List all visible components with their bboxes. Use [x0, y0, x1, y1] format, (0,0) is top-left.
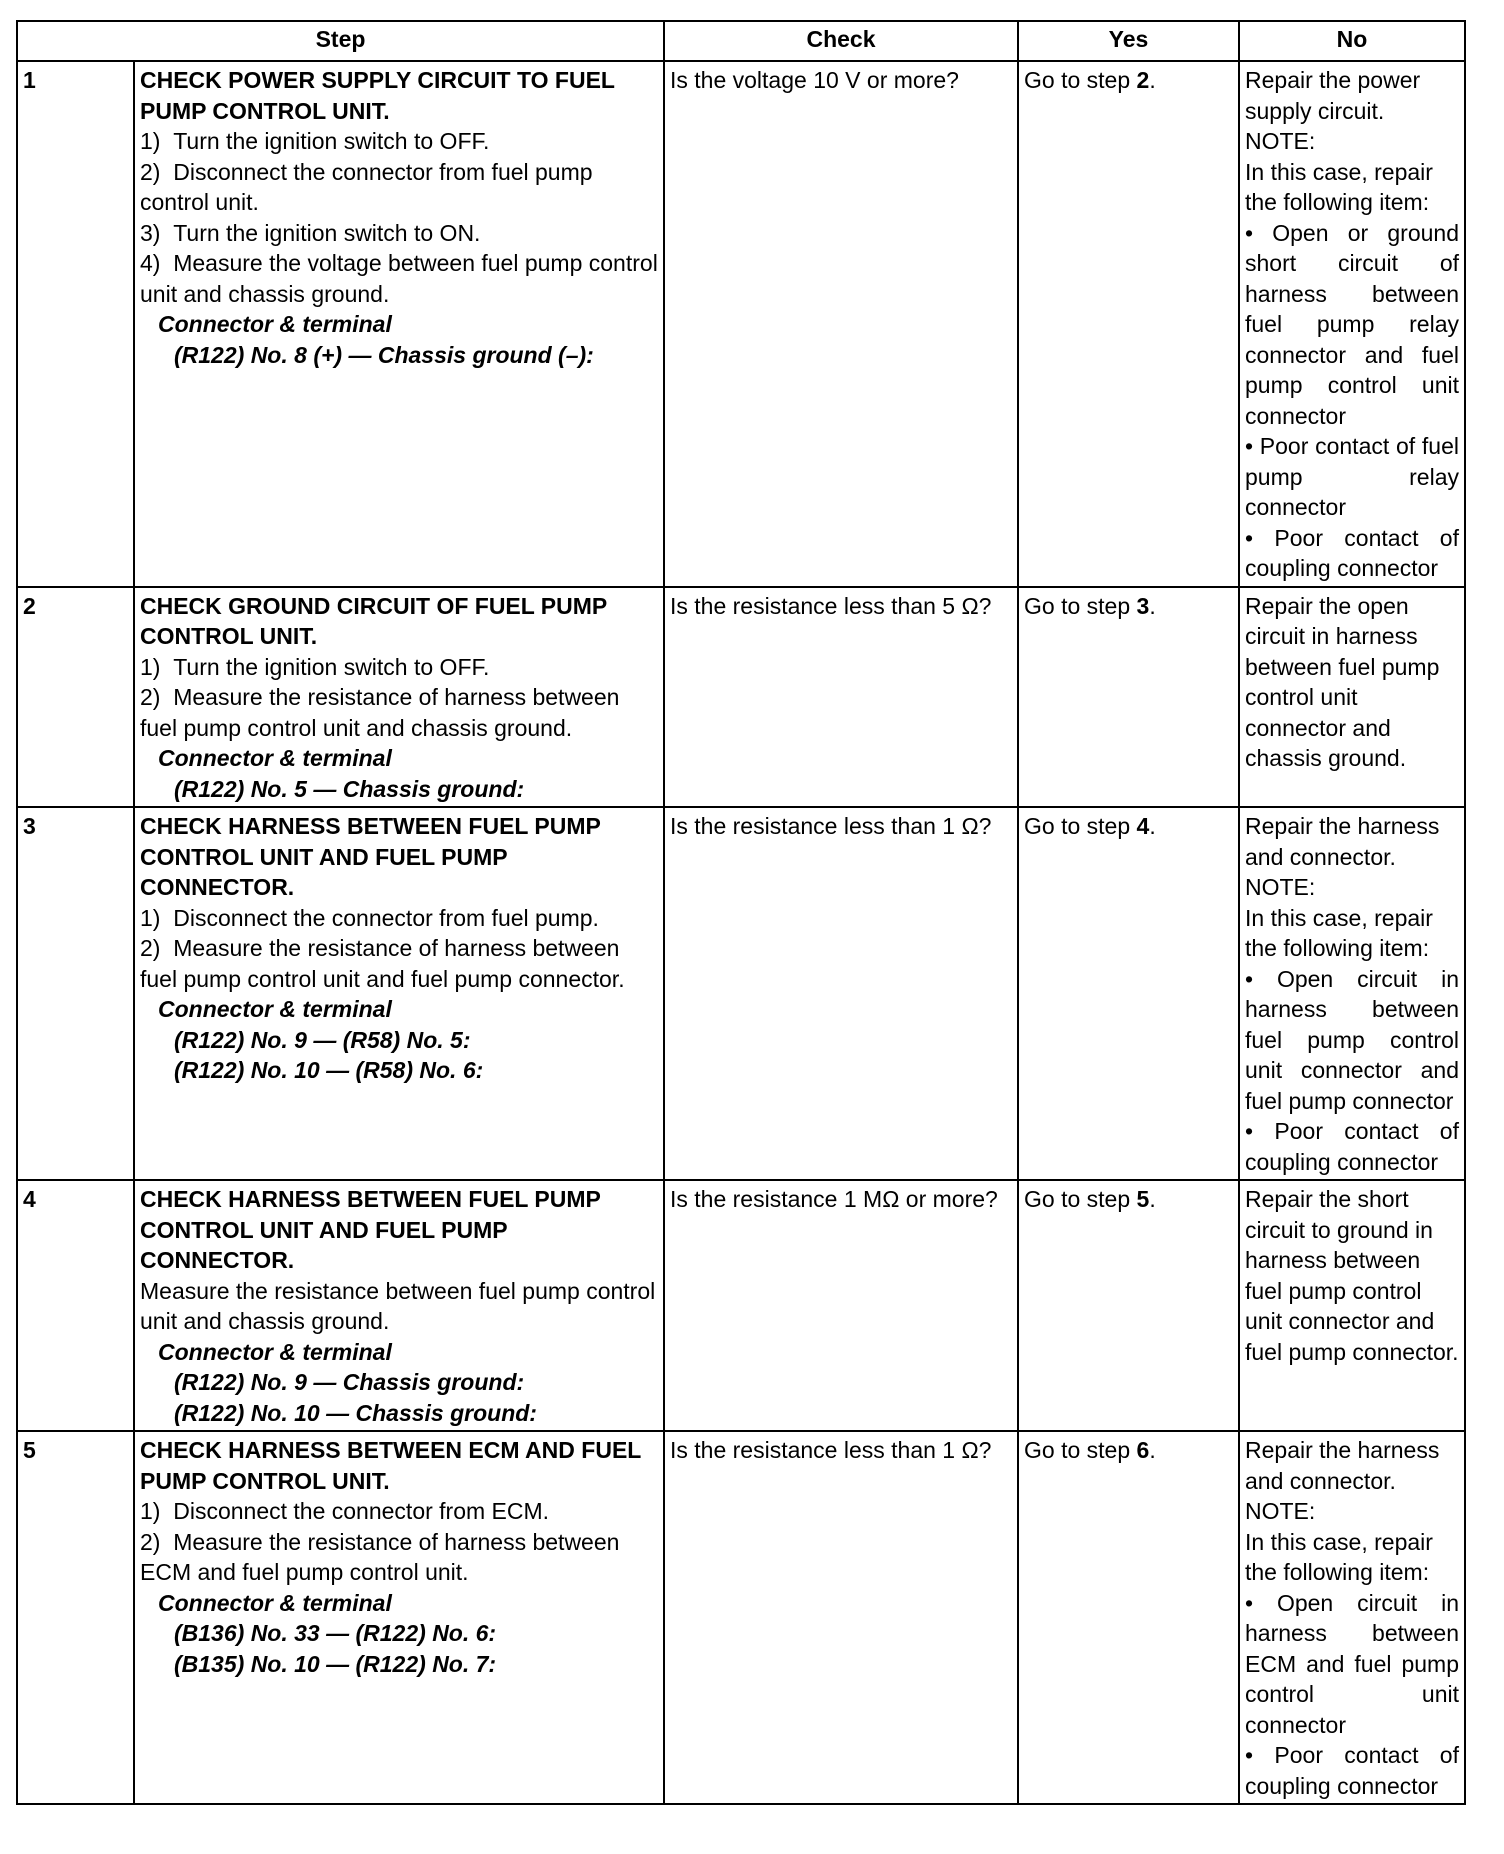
- yes-prefix: Go to step: [1024, 67, 1137, 93]
- measurement-terminals: (R122) No. 9 — Chassis ground:: [174, 1369, 525, 1395]
- check-cell: Is the voltage 10 V or more?: [664, 61, 1018, 587]
- yes-prefix: Go to step: [1024, 813, 1137, 839]
- check-cell: Is the resistance less than 1 Ω?: [664, 807, 1018, 1180]
- connector-label: Connector & terminal: [158, 311, 392, 337]
- step-title: CHECK HARNESS BETWEEN ECM AND FUEL PUMP CONTROL UNIT.: [140, 1437, 641, 1494]
- no-action: Repair the power supply circuit.: [1245, 67, 1421, 124]
- step-cell: [134, 61, 664, 587]
- table-row: [17, 1180, 1465, 1431]
- no-action: Repair the open circuit in harness between fuel pump control unit connector and chassis ground.: [1245, 592, 1440, 771]
- no-item: • Open or ground short circuit of harness between fuel pump relay connector and fuel pump control unit connector: [1245, 219, 1459, 429]
- no-cell: [1239, 587, 1465, 808]
- step-title: CHECK HARNESS BETWEEN FUEL PUMP CONTROL UNIT AND FUEL PUMP CONNECTOR.: [140, 813, 601, 900]
- yes-cell: [1018, 1431, 1239, 1804]
- check-cell: Is the resistance 1 MΩ or more?: [664, 1180, 1018, 1431]
- yes-prefix: Go to step: [1024, 1437, 1137, 1463]
- no-item-list: [1245, 218, 1459, 584]
- yes-cell: [1018, 1180, 1239, 1431]
- instruction-line: 2) Measure the resistance of harness between fuel pump control unit and chassis ground.: [140, 684, 620, 741]
- measurement-list: [140, 1025, 658, 1086]
- measurement-list: [140, 774, 658, 805]
- measurement-terminals: (B136) No. 33 — (R122) No. 6:: [174, 1620, 497, 1646]
- yes-step-number: 5: [1136, 1186, 1150, 1212]
- instruction-line: 1) Disconnect the connector from ECM.: [140, 1498, 550, 1524]
- step-instructions: [140, 1496, 658, 1588]
- step-number: 2: [17, 587, 134, 808]
- header-no: No: [1239, 21, 1465, 61]
- no-item: • Poor contact of fuel pump relay connector: [1245, 433, 1459, 520]
- no-item: • Open circuit in harness between ECM and fuel pump control unit connector: [1245, 1589, 1459, 1738]
- step-number: 3: [17, 807, 134, 1180]
- yes-cell: [1018, 61, 1239, 587]
- table-row: [17, 61, 1465, 587]
- header-step: Step: [17, 21, 664, 61]
- step-number: 4: [17, 1180, 134, 1431]
- step-instructions: [140, 126, 658, 309]
- no-item: • Poor contact of coupling connector: [1245, 1742, 1459, 1799]
- yes-step-number: 3: [1136, 592, 1150, 619]
- no-action: Repair the harness and connector.: [1245, 813, 1440, 870]
- yes-suffix: .: [1149, 813, 1156, 839]
- table-row: [17, 1431, 1465, 1804]
- connector-label: Connector & terminal: [158, 745, 392, 771]
- no-note-label: NOTE:: [1245, 1498, 1316, 1524]
- measurement-list: [140, 1367, 658, 1428]
- yes-prefix: Go to step: [1024, 592, 1137, 619]
- yes-suffix: .: [1149, 592, 1156, 619]
- no-cell: [1239, 807, 1465, 1180]
- measurement-terminals: (B135) No. 10 — (R122) No. 7:: [174, 1650, 497, 1677]
- step-cell: [134, 807, 664, 1180]
- no-cell: [1239, 61, 1465, 587]
- instruction-line: 2) Measure the resistance of harness between ECM and fuel pump control unit.: [140, 1528, 620, 1585]
- yes-step-number: 4: [1136, 813, 1150, 839]
- yes-step-number: 2: [1136, 67, 1150, 93]
- step-number: 1: [17, 61, 134, 587]
- header-yes: Yes: [1018, 21, 1239, 61]
- no-note-intro: In this case, repair the following item:: [1245, 1528, 1433, 1585]
- connector-label: Connector & terminal: [158, 1338, 392, 1365]
- yes-prefix: Go to step: [1024, 1186, 1137, 1212]
- step-cell: [134, 1180, 664, 1431]
- measurement-terminals: (R122) No. 10 — Chassis ground:: [174, 1399, 537, 1426]
- step-cell: [134, 587, 664, 808]
- instruction-line: 4) Measure the voltage between fuel pump control unit and chassis ground.: [140, 250, 658, 307]
- measurement-list: [140, 1618, 658, 1679]
- instruction-line: 2) Measure the resistance of harness between fuel pump control unit and fuel pump connector.: [140, 935, 625, 992]
- no-note-intro: In this case, repair the following item:: [1245, 904, 1433, 961]
- step-title: CHECK HARNESS BETWEEN FUEL PUMP CONTROL UNIT AND FUEL PUMP CONNECTOR.: [140, 1186, 601, 1273]
- step-instructions: [140, 903, 658, 995]
- yes-suffix: .: [1149, 1186, 1156, 1212]
- measurement-list: [140, 340, 658, 371]
- instruction-line: 1) Turn the ignition switch to OFF.: [140, 653, 490, 680]
- no-item: • Poor contact of coupling connector: [1245, 1118, 1459, 1175]
- measurement-terminals: (R122) No. 8 (+) — Chassis ground (–):: [174, 341, 594, 368]
- check-cell: Is the resistance less than 1 Ω?: [664, 1431, 1018, 1804]
- table-row: [17, 587, 1465, 808]
- yes-suffix: .: [1149, 1437, 1156, 1463]
- measurement-terminals: (R122) No. 9 — (R58) No. 5:: [174, 1026, 471, 1053]
- no-cell: [1239, 1431, 1465, 1804]
- step-title: CHECK POWER SUPPLY CIRCUIT TO FUEL PUMP CONTROL UNIT.: [140, 67, 615, 124]
- instruction-line: 2) Disconnect the connector from fuel pump control unit.: [140, 158, 593, 215]
- table-row: [17, 807, 1465, 1180]
- instruction-line: Measure the resistance between fuel pump control unit and chassis ground.: [140, 1277, 656, 1334]
- no-action: Repair the harness and connector.: [1245, 1437, 1440, 1494]
- no-note-label: NOTE:: [1245, 874, 1316, 900]
- measurement-terminals: (R122) No. 10 — (R58) No. 6:: [174, 1057, 484, 1083]
- no-note-label: NOTE:: [1245, 128, 1316, 154]
- connector-label: Connector & terminal: [158, 996, 392, 1022]
- measurement-terminals: (R122) No. 5 — Chassis ground:: [174, 775, 525, 802]
- instruction-line: 1) Turn the ignition switch to OFF.: [140, 128, 490, 154]
- instruction-line: 1) Disconnect the connector from fuel pump.: [140, 904, 599, 931]
- yes-cell: [1018, 807, 1239, 1180]
- step-number: 5: [17, 1431, 134, 1804]
- yes-suffix: .: [1149, 67, 1156, 93]
- no-cell: [1239, 1180, 1465, 1431]
- diagnostic-table: [16, 20, 1466, 1805]
- step-title: CHECK GROUND CIRCUIT OF FUEL PUMP CONTROL UNIT.: [140, 592, 607, 649]
- check-cell: Is the resistance less than 5 Ω?: [664, 587, 1018, 808]
- no-item-list: [1245, 964, 1459, 1178]
- no-note-intro: In this case, repair the following item:: [1245, 158, 1433, 215]
- yes-cell: [1018, 587, 1239, 808]
- no-item: • Poor contact of coupling connector: [1245, 524, 1459, 581]
- no-action: Repair the short circuit to ground in harness between fuel pump control unit connector and fuel pump connector.: [1245, 1186, 1459, 1365]
- step-instructions: [140, 652, 658, 744]
- header-check: Check: [664, 21, 1018, 61]
- instruction-line: 3) Turn the ignition switch to ON.: [140, 219, 481, 246]
- table-body: [17, 61, 1465, 1804]
- step-cell: [134, 1431, 664, 1804]
- header-row: [17, 21, 1465, 61]
- no-item-list: [1245, 1588, 1459, 1802]
- step-instructions: [140, 1276, 658, 1337]
- connector-label: Connector & terminal: [158, 1589, 392, 1616]
- yes-step-number: 6: [1136, 1437, 1150, 1463]
- no-item: • Open circuit in harness between fuel pump control unit connector and fuel pump connector: [1245, 965, 1459, 1114]
